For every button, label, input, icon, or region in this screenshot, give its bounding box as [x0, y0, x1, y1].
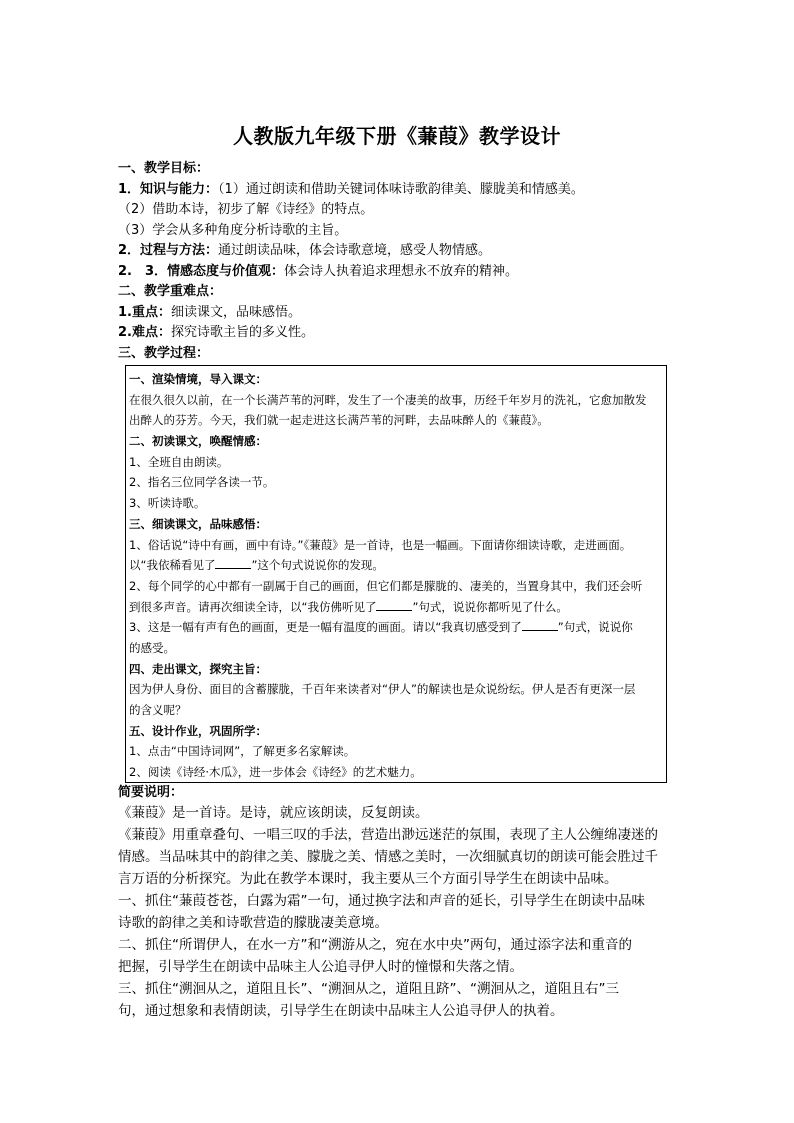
objective-knowledge	[118, 180, 678, 201]
summary-line-1: 《蒹葭》是一首诗。是诗，就应该朗读，反复朗读。	[118, 805, 429, 821]
step4-line-2: 的含义呢？	[129, 703, 187, 717]
summary-line-3: 情感。当品味其中的韵律之美、朦胧之美、情感之美时，一次细腻真切的朗读可能会胜过千	[118, 849, 658, 865]
step3-line-4a: 到很多声音。请再次细读全诗，以“我仿佛听见了	[129, 599, 377, 614]
objective-knowledge-text: （1）通过朗读和借助关键词体味诗歌韵律美、朦胧美和情感美。	[218, 181, 584, 197]
objectives-heading: 一、教学目标：	[118, 161, 210, 176]
summary-line-6: 诗歌的韵律之美和诗歌营造的朦胧凄美意境。	[118, 915, 388, 931]
step3-line-2	[129, 555, 666, 576]
objective-knowledge-3: （3）学会从多种角度分析诗歌的主旨。	[118, 222, 348, 238]
step3-line-5b: ”句式，说说你	[557, 620, 633, 635]
summary-line-4: 言万语的分析探究。为此在教学本课时，我主要从三个方面引导学生在朗读中品味。	[118, 871, 618, 887]
fill-blank	[215, 556, 251, 569]
keypoint-difficulty	[118, 323, 678, 344]
summary-line-7: 二、抓住“所谓伊人，在水一方”和“溯游从之，宛在水中央”两句，通过添字法和重音的	[118, 937, 632, 953]
objective-process-label: 2．过程与方法：	[118, 243, 219, 258]
step3-line-2b: ”这个句式说说你的发现。	[251, 558, 384, 573]
fill-blank	[376, 598, 412, 611]
objective-emotion-label: 情感态度与价值观：	[167, 263, 285, 279]
step3-line-3: 2、每个同学的心中都有一副属于自己的画面，但它们都是朦胧的、凄美的，当置身其中，我们还会听	[129, 578, 643, 593]
step2-line-2: 2、指名三位同学各读一节。	[129, 475, 275, 490]
step3-line-1: 1、俗话说“诗中有画，画中有诗。”《蒹葭》是一首诗，也是一幅画。下面请你细读诗歌，走进画面。	[129, 537, 632, 552]
step3-line-2a: 以“我依稀看见了	[129, 558, 216, 573]
summary-heading: 简要说明：	[118, 785, 184, 800]
keypoint-focus-text: 细读课文，品味感悟。	[170, 304, 301, 320]
step3-line-4	[129, 597, 666, 618]
summary-line-5: 一、抓住“蒹葭苍苍，白露为霜”一句，通过换字法和声音的延长，引导学生在朗读中品味	[118, 893, 645, 909]
step3-line-6: 的感受。	[129, 640, 175, 655]
keypoints-heading: 二、教学重难点：	[118, 284, 223, 299]
step3-heading: 三、细读课文，品味感悟：	[129, 516, 267, 531]
step2-heading: 二、初读课文，唤醒情感：	[129, 434, 267, 449]
objective-emotion-prefix: 2. 3．	[118, 263, 168, 279]
summary-line-8: 把握，引导学生在朗读中品味主人公追寻伊人时的憧憬和失落之情。	[118, 959, 523, 975]
process-heading: 三、教学过程：	[118, 345, 210, 361]
step1-heading: 一、渲染情境，导入课文：	[129, 372, 267, 386]
page-title: 人教版九年级下册《蒹葭》教学设计	[233, 124, 561, 148]
fill-blank	[522, 618, 558, 631]
step4-line-1: 因为伊人身份、面目的含蓄朦胧，千百年来读者对“伊人”的解读也是众说纷纭。伊人是否有更深一层	[129, 682, 636, 697]
summary-line-10: 句，通过想象和表情朗读，引导学生在朗读中品味主人公追寻伊人的执着。	[118, 1003, 564, 1019]
keypoint-focus-label: 1.重点：	[118, 304, 171, 320]
summary-section	[118, 784, 683, 1022]
step5-line-2: 2、阅读《诗经·木瓜》，进一步体会《诗经》的艺术魅力。	[129, 765, 422, 780]
step3-line-4b: ”句式，说说你都听见了什么。	[412, 599, 568, 614]
keypoint-difficulty-label: 2.难点：	[118, 325, 171, 340]
objective-knowledge-2: （2）借助本诗，初步了解《诗经》的特点。	[118, 202, 374, 217]
process-table	[125, 365, 667, 783]
keypoint-difficulty-text: 探究诗歌主旨的多义性。	[170, 325, 314, 340]
objective-emotion-text: 体会诗人执着追求理想永不放弃的精神。	[284, 263, 519, 279]
objective-emotion	[118, 262, 678, 283]
step5-line-1: 1、点击“中国诗词网”，了解更多名家解读。	[129, 744, 356, 759]
step1-line-1: 在很久很久以前，在一个长满芦苇的河畔，发生了一个凄美的故事，历经千年岁月的洗礼，它愈加散发	[129, 392, 647, 407]
summary-line-2: 《蒹葭》用重章叠句、一唱三叹的手法，营造出渺远迷茫的氛围，表现了主人公缠绵凄迷的	[118, 827, 658, 843]
step3-line-5	[129, 617, 666, 638]
objective-knowledge-label: 1．知识与能力：	[118, 181, 219, 197]
step1-line-2: 出醉人的芬芳。今天，我们就一起走进这长满芦苇的河畔，去品味醉人的《蒹葭》。	[129, 413, 549, 428]
step2-line-1: 1、全班自由朗读。	[129, 454, 229, 469]
objective-process-text: 通过朗读品味，体会诗歌意境，感受人物情感。	[218, 243, 492, 258]
keypoint-focus	[118, 303, 678, 324]
step3-line-5a: 3、这是一幅有声有色的画面，更是一幅有温度的画面。请以“我真切感受到了	[129, 620, 522, 635]
step5-heading: 五、设计作业，巩固所学：	[129, 723, 267, 738]
step2-line-3: 3、听读诗歌。	[129, 496, 206, 511]
objectives-section	[118, 159, 678, 364]
step4-heading: 四、走出课文，探究主旨：	[129, 661, 267, 676]
objective-process	[118, 241, 678, 262]
summary-line-9: 三、抓住“溯洄从之，道阻且长”、“溯洄从之，道阻且跻”、“溯洄从之，道阻且右”三	[118, 981, 619, 997]
